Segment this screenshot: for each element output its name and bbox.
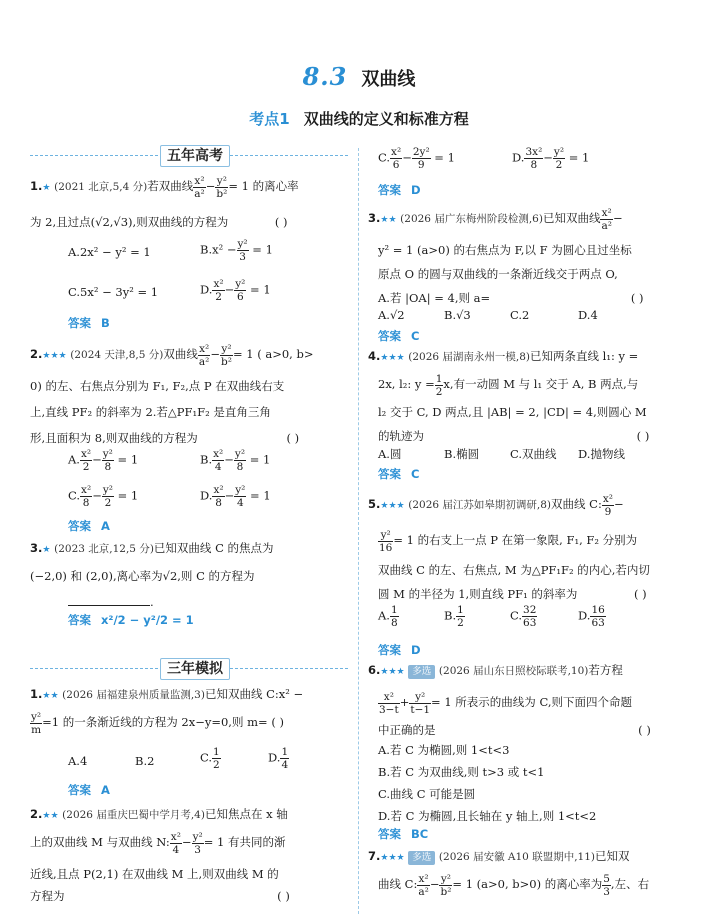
mock-question-2: 2.★★ (2026 届重庆巴蜀中学月考,4)已知焦点在 x 轴 [30,807,288,821]
kaodian-heading [0,108,718,129]
r-question-3-line2: y² = 1 (a>0) 的右焦点为 F,以 F 为圆心且过坐标 [378,243,632,257]
r3-answer: 答案 C [378,329,420,343]
question-2-line2: 0) 的左、右焦点分别为 F₁, F₂,点 P 在双曲线右支 [30,379,285,393]
r-question-3: 3.★★ (2026 届广东梅州阶段检测,6)已知双曲线 $\frac{\text{x²}}{\text{a²}}$ − [368,206,623,232]
question-2: 2.★★★ (2024 天津,8,5 分)双曲线 $\frac{\text{x²}}{\text{a²}}$ − $\frac{\text{y²}}{\text{b²}}$ = 1 ( a>0, b> [30,342,314,368]
r-question-4-line2: 2x, l₂: y = $\frac{1}{2}$ x,有一动圆 M 与 l₁ 交于 A, B 两点,与 [378,372,639,398]
r3-option-d: D.4 [578,308,598,322]
q2-option-b: B. $\frac{\text{x²}}{4}$ − $\frac{\text{y²}}{8}$ = 1 [200,448,271,473]
m1-option-d: D. $\frac{1}{4}$ [268,746,289,771]
question-3-line2: (−2,0) 和 (2,0),离心率为√2,则 C 的方程为 [30,569,255,583]
question-3: 3.★ (2023 北京,12,5 分)已知双曲线 C 的焦点为 [30,541,274,555]
r-question-5-line2: $\frac{\text{y²}}{16}$ = 1 的右支上一点 P 在第一象限, F₁, F₂ 分别为 [379,528,638,554]
chapter-heading [0,62,718,91]
m1-option-a: A.4 [68,754,88,768]
q1-option-b: B.x² − $\frac{\text{y²}}{3}$ = 1 [200,238,273,263]
q2-option-c: C. $\frac{\text{x²}}{8}$ − $\frac{\text{y²}}{2}$ = 1 [68,484,139,509]
section-banner-five-years [30,145,348,167]
r6-option-d: D.若 C 为椭圆,且长轴在 y 轴上,则 1<t<2 [378,809,597,823]
multi-select-tag: 多选 [408,851,435,865]
r-top-answer: 答案 D [378,183,421,197]
kaodian-label: 考点1 [249,110,290,128]
r-question-5-line4: 圆 M 的半径为 1,则直线 PF₁ 的斜率为 ( ) [378,587,647,601]
r-top-option-c: C. $\frac{\text{x²}}{6}$ − $\frac{\text{2y²}}{9}$ = 1 [378,146,455,171]
m1-option-c: C. $\frac{1}{2}$ [200,746,220,771]
kaodian-title: 双曲线的定义和标准方程 [303,110,469,128]
banner-label: 三年模拟 [160,658,230,680]
q2-option-d: D. $\frac{\text{x²}}{8}$ − $\frac{\text{y²}}{4}$ = 1 [200,484,271,509]
section-banner-three-years [30,658,348,680]
banner-label: 五年高考 [160,145,230,167]
r-question-7-line2: 曲线 C: $\frac{\text{x²}}{\text{a²}}$ − $\frac{\text{y²}}{\text{b²}}$ = 1 (a>0, b>0) 的离心率为 $\frac{5}{3}$ ,左、右 [378,872,650,898]
mock-question-2-line2: 上的双曲线 M 与双曲线 N: $\frac{\text{x²}}{4}$ − $\frac{\text{y²}}{3}$ = 1 有共同的渐 [30,830,286,856]
r5-option-d: D. $\frac{16}{63}$ [578,604,605,629]
q2-option-a: A. $\frac{\text{x²}}{2}$ − $\frac{\text{y²}}{8}$ = 1 [68,448,139,473]
mock-question-2-line4: 方程为 ( ) [30,889,290,903]
r4-answer: 答案 C [378,467,420,481]
r6-option-a: A.若 C 为椭圆,则 1<t<3 [378,743,510,757]
r-question-4: 4.★★★ (2026 届湖南永州一模,8)已知两条直线 l₁: y = [368,349,639,363]
r-question-6-line2: $\frac{\text{x²}}{3-t}$ + $\frac{\text{y²}}{t-1}$ = 1 所表示的曲线为 C,则下面四个命题 [379,690,633,716]
r-question-7: 7.★★★ 多选 (2026 届安徽 A10 联盟期中,11)已知双 [368,849,630,863]
mock-question-1: 1.★★ (2026 届福建泉州质量监测,3)已知双曲线 C:x² − [30,687,304,701]
r4-option-c: C.双曲线 [510,447,557,461]
r-top-option-d: D. $\frac{\text{3x²}}{8}$ − $\frac{\text{y²}}{2}$ = 1 [512,146,590,171]
r5-option-c: C. $\frac{32}{63}$ [510,604,537,629]
r5-option-b: B. $\frac{1}{2}$ [444,604,464,629]
question-1-line2: 为 2,且过点(√2,√3),则双曲线的方程为 ( ) [30,215,288,229]
q2-answer: 答案 A [68,519,110,533]
q1-option-a: A.2x² − y² = 1 [68,245,151,259]
r-question-4-line4: 的轨迹为 ( ) [378,429,650,443]
r-question-4-line3: l₂ 交于 C, D 两点,且 |AB| = 2, |CD| = 4,则圆心 M [378,405,647,419]
q3-answer: 答案 x²/2 − y²/2 = 1 [68,613,194,627]
r3-option-b: B.√3 [444,308,471,322]
question-2-line4: 形,且面积为 8,则双曲线的方程为 ( ) [30,431,300,445]
r4-option-a: A.圆 [378,447,402,461]
r-question-6: 6.★★★ 多选 (2026 届山东日照校际联考,10)若方程 [368,663,623,677]
question-2-line3: 上,直线 PF₂ 的斜率为 2.若△PF₁F₂ 是直角三角 [30,405,271,419]
r-question-3-line3: 原点 O 的圆与双曲线的一条渐近线交于两点 O, [378,267,618,281]
q1-answer: 答案 B [68,316,110,330]
r4-option-d: D.抛物线 [578,447,625,461]
r-question-5: 5.★★★ (2026 届江苏如皋期初调研,8)双曲线 C: $\frac{\text{x²}}{9}$ − [368,492,624,518]
r3-option-c: C.2 [510,308,530,322]
r6-option-b: B.若 C 为双曲线,则 t>3 或 t<1 [378,765,545,779]
r4-option-b: B.椭圆 [444,447,480,461]
r-question-6-line3: 中正确的是 ( ) [378,723,651,737]
m1-answer: 答案 A [68,783,110,797]
q1-option-c: C.5x² − 3y² = 1 [68,285,159,299]
question-1: 1.★ (2021 北京,5,4 分)若双曲线 $\frac{\text{x²}}{\text{a²}}$ − $\frac{\text{y²}}{\text{b²}}$ = 1 的离心率 [30,174,299,200]
r6-answer: 答案 BC [378,827,429,841]
chapter-number: 8.3 [302,62,348,91]
r-question-5-line3: 双曲线 C 的左、右焦点, M 为△PF₁F₂ 的内心,若内切 [378,563,650,577]
r3-option-a: A.√2 [378,308,405,322]
r5-option-a: A. $\frac{1}{8}$ [378,604,398,629]
r6-option-c: C.曲线 C 可能是圆 [378,787,476,801]
q1-option-d: D. $\frac{\text{x²}}{2}$ − $\frac{\text{y²}}{6}$ = 1 [200,278,271,303]
multi-select-tag: 多选 [408,665,435,679]
r-question-3-line4: A.若 |OA| = 4,则 a= ( ) [378,291,644,305]
mock-question-1-line2: $\frac{\text{y²}}{m}$ =1 的一条渐近线的方程为 2x−y=0,则 m= ( ) [31,710,284,736]
question-3-blank: . [68,588,154,616]
r5-answer: 答案 D [378,643,421,657]
mock-question-2-line3: 近线,且点 P(2,1) 在双曲线 M 上,则双曲线 M 的 [30,867,279,881]
column-divider [358,148,359,914]
m1-option-b: B.2 [135,754,155,768]
chapter-title: 双曲线 [361,69,416,90]
